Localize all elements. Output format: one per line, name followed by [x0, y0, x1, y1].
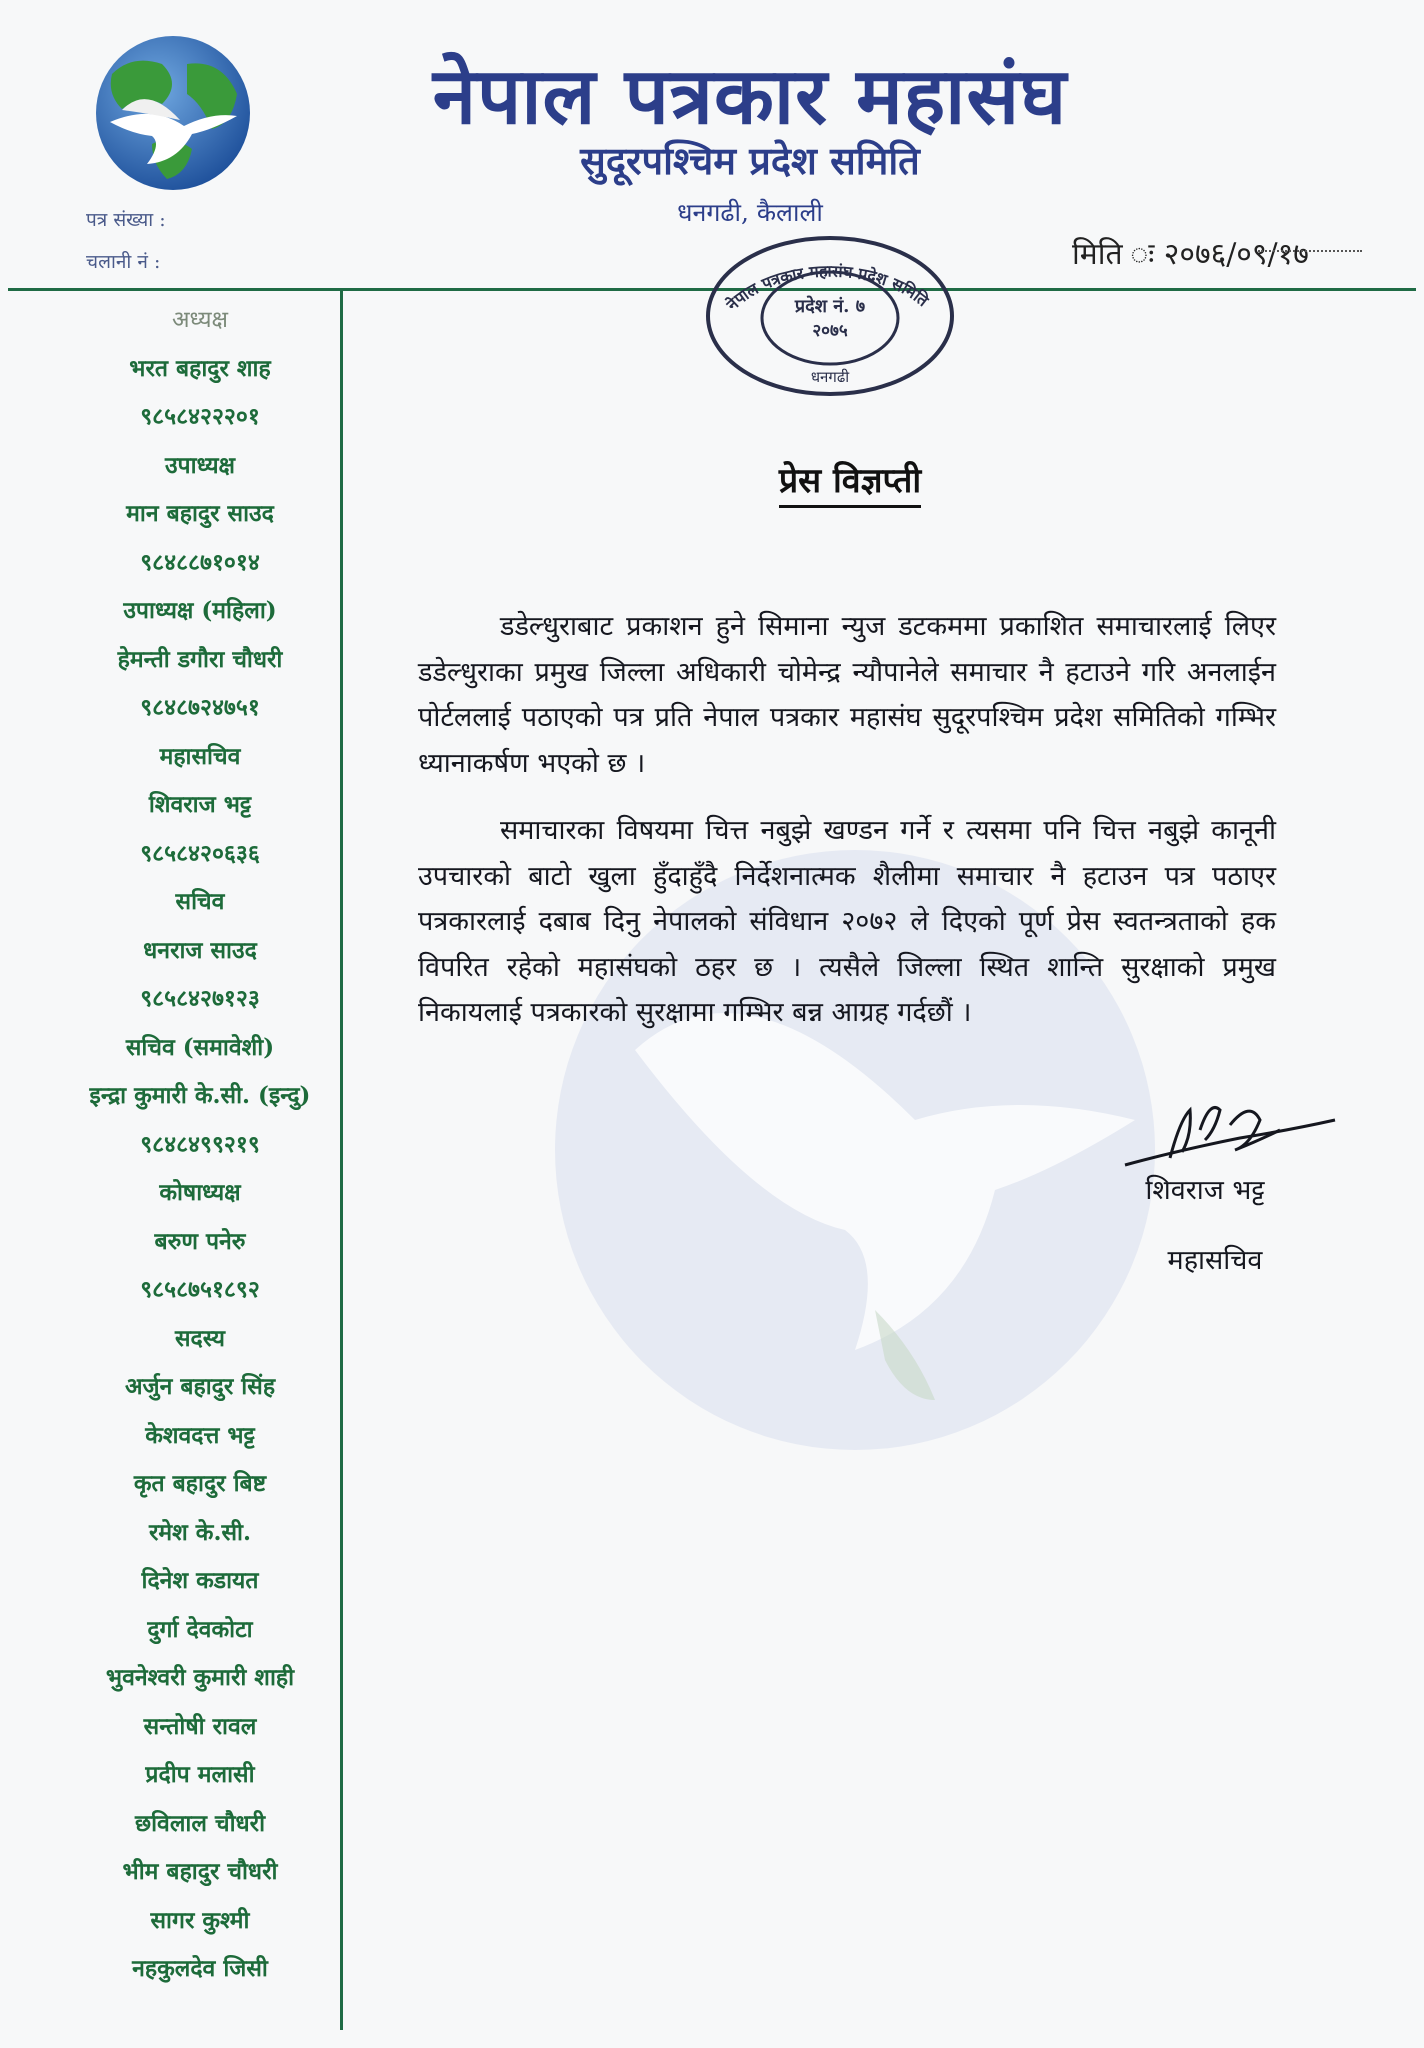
- letter-date: मिति ः २०७६/०९/१७: [1072, 237, 1309, 272]
- member-entry: ९८५८४२७१२३: [140, 985, 260, 1012]
- member-entry: बरुण पनेरु: [154, 1227, 246, 1255]
- press-release-heading: [700, 456, 1000, 502]
- signatory-name: शिवराज भट्ट: [1145, 1175, 1265, 1206]
- seal-bottom-text: धनगढी: [810, 368, 850, 386]
- member-entry: अर्जुन बहादुर सिंह: [124, 1373, 276, 1400]
- signatory-title: महासचिव: [1167, 1245, 1263, 1276]
- role-label: सदस्य: [174, 1324, 226, 1352]
- member-entry: शिवराज भट्ट: [148, 791, 252, 818]
- organization-title: नेपाल पत्रकार महासंघ: [432, 52, 1068, 142]
- date-dotted-line: [1258, 250, 1362, 252]
- member-entry: नहकुलदेव जिसी: [132, 1955, 268, 1982]
- member-entry: छविलाल चौधरी: [134, 1809, 266, 1837]
- committee-member-list: [40, 296, 360, 1994]
- member-entry: ९८५८४२०६३६: [140, 839, 260, 867]
- member-entry: सन्तोषी रावल: [143, 1712, 257, 1740]
- member-entry: दुर्गा देवकोटा: [147, 1615, 253, 1643]
- role-label: सचिव: [175, 888, 225, 915]
- seal-inner-line-2: २०७५: [812, 321, 848, 341]
- member-entry: हेमन्ती डगौरा चौधरी: [117, 645, 283, 673]
- member-entry: ९८४८७२४७५१: [140, 694, 260, 721]
- body-paragraph-1: डडेल्धुराबाट प्रकाशन हुने सिमाना न्युज डटकममा प्रकाशित समाचारलाई लिएर डडेल्धुराका प्रमुख जिल्ला अधिकारी चोमेन्द्र न्यौपानेले समाचार नै हटाउने गरि अनलाईन पोर्टललाई पठाएको पत्र प्रति नेपाल पत्रकार महासंघ सुदूरपश्चिम प्रदेश समितिको गम्भिर ध्यानाकर्षण भएको छ ।: [418, 611, 1276, 779]
- member-entry: कृत बहादुर बिष्ट: [133, 1470, 267, 1497]
- letter-number-label: पत्र संख्या :: [86, 209, 166, 231]
- organization-location: धनगढी, कैलाली: [677, 198, 823, 227]
- globe-dove-logo: [92, 34, 254, 192]
- dispatch-number-label: चलानी नं :: [86, 251, 161, 273]
- role-label: उपाध्यक्ष: [164, 451, 236, 479]
- member-entry: मान बहादुर साउद: [126, 500, 274, 527]
- member-entry: ९८४८४९९२१९: [140, 1130, 260, 1158]
- role-label: सचिव (समावेशी): [125, 1033, 275, 1061]
- member-entry: केशवदत्त भट्ट: [145, 1421, 255, 1449]
- organization-subtitle: सुदूरपश्चिम प्रदेश समिति: [580, 138, 920, 183]
- member-entry: रमेश के.सी.: [149, 1518, 251, 1546]
- seal-outer-text: नेपाल पत्रकार महासंघ प्रदेश समिति: [722, 261, 933, 315]
- handwritten-signature: [1120, 1090, 1340, 1180]
- role-label: उपाध्यक्ष (महिला): [123, 597, 277, 624]
- press-release-heading-text: प्रेस विज्ञप्ती: [779, 461, 921, 508]
- member-entry: इन्द्रा कुमारी के.सी. (इन्दु): [89, 1082, 311, 1109]
- member-entry: भीम बहादुर चौधरी: [122, 1858, 278, 1885]
- member-entry: ९८५८४२२२०१: [140, 403, 260, 430]
- official-seal-stamp: [700, 232, 960, 400]
- member-entry: भुवनेश्वरी कुमारी शाही: [105, 1664, 295, 1691]
- body-paragraph-2: समाचारका विषयमा चित्त नबुझे खण्डन गर्ने र त्यसमा पनि चित्त नबुझे कानूनी उपचारको बाटो खुला हुँदाहुँदै निर्देशनात्मक शैलीमा समाचार नै हटाउन पत्र पठाएर पत्रकारलाई दबाब दिनु नेपालको संविधान २०७२ ले दिएको पूर्ण प्रेस स्वतन्त्रताको हक विपरित रहेको महासंघको ठहर छ । त्यसैले जिल्ला स्थित शान्ति सुरक्षाको प्रमुख निकायलाई पत्रकारको सुरक्षामा गम्भिर बन्न आग्रह गर्दछौं ।: [418, 815, 1276, 1028]
- member-entry: प्रदीप मलासी: [145, 1761, 255, 1788]
- member-entry: सागर कुश्मी: [150, 1906, 250, 1934]
- role-label: महासचिव: [159, 742, 241, 770]
- role-label: कोषाध्यक्ष: [159, 1179, 241, 1206]
- member-entry: दिनेश कडायत: [141, 1567, 259, 1594]
- seal-inner-line-1: प्रदेश नं. ७: [794, 296, 866, 317]
- member-entry: भरत बहादुर शाह: [129, 354, 271, 382]
- member-entry: ९८५८७५१८९२: [140, 1276, 260, 1303]
- role-label: अध्यक्ष: [171, 307, 229, 333]
- member-entry: ९८४८८७१०१४: [140, 548, 260, 576]
- member-entry: धनराज साउद: [143, 936, 257, 964]
